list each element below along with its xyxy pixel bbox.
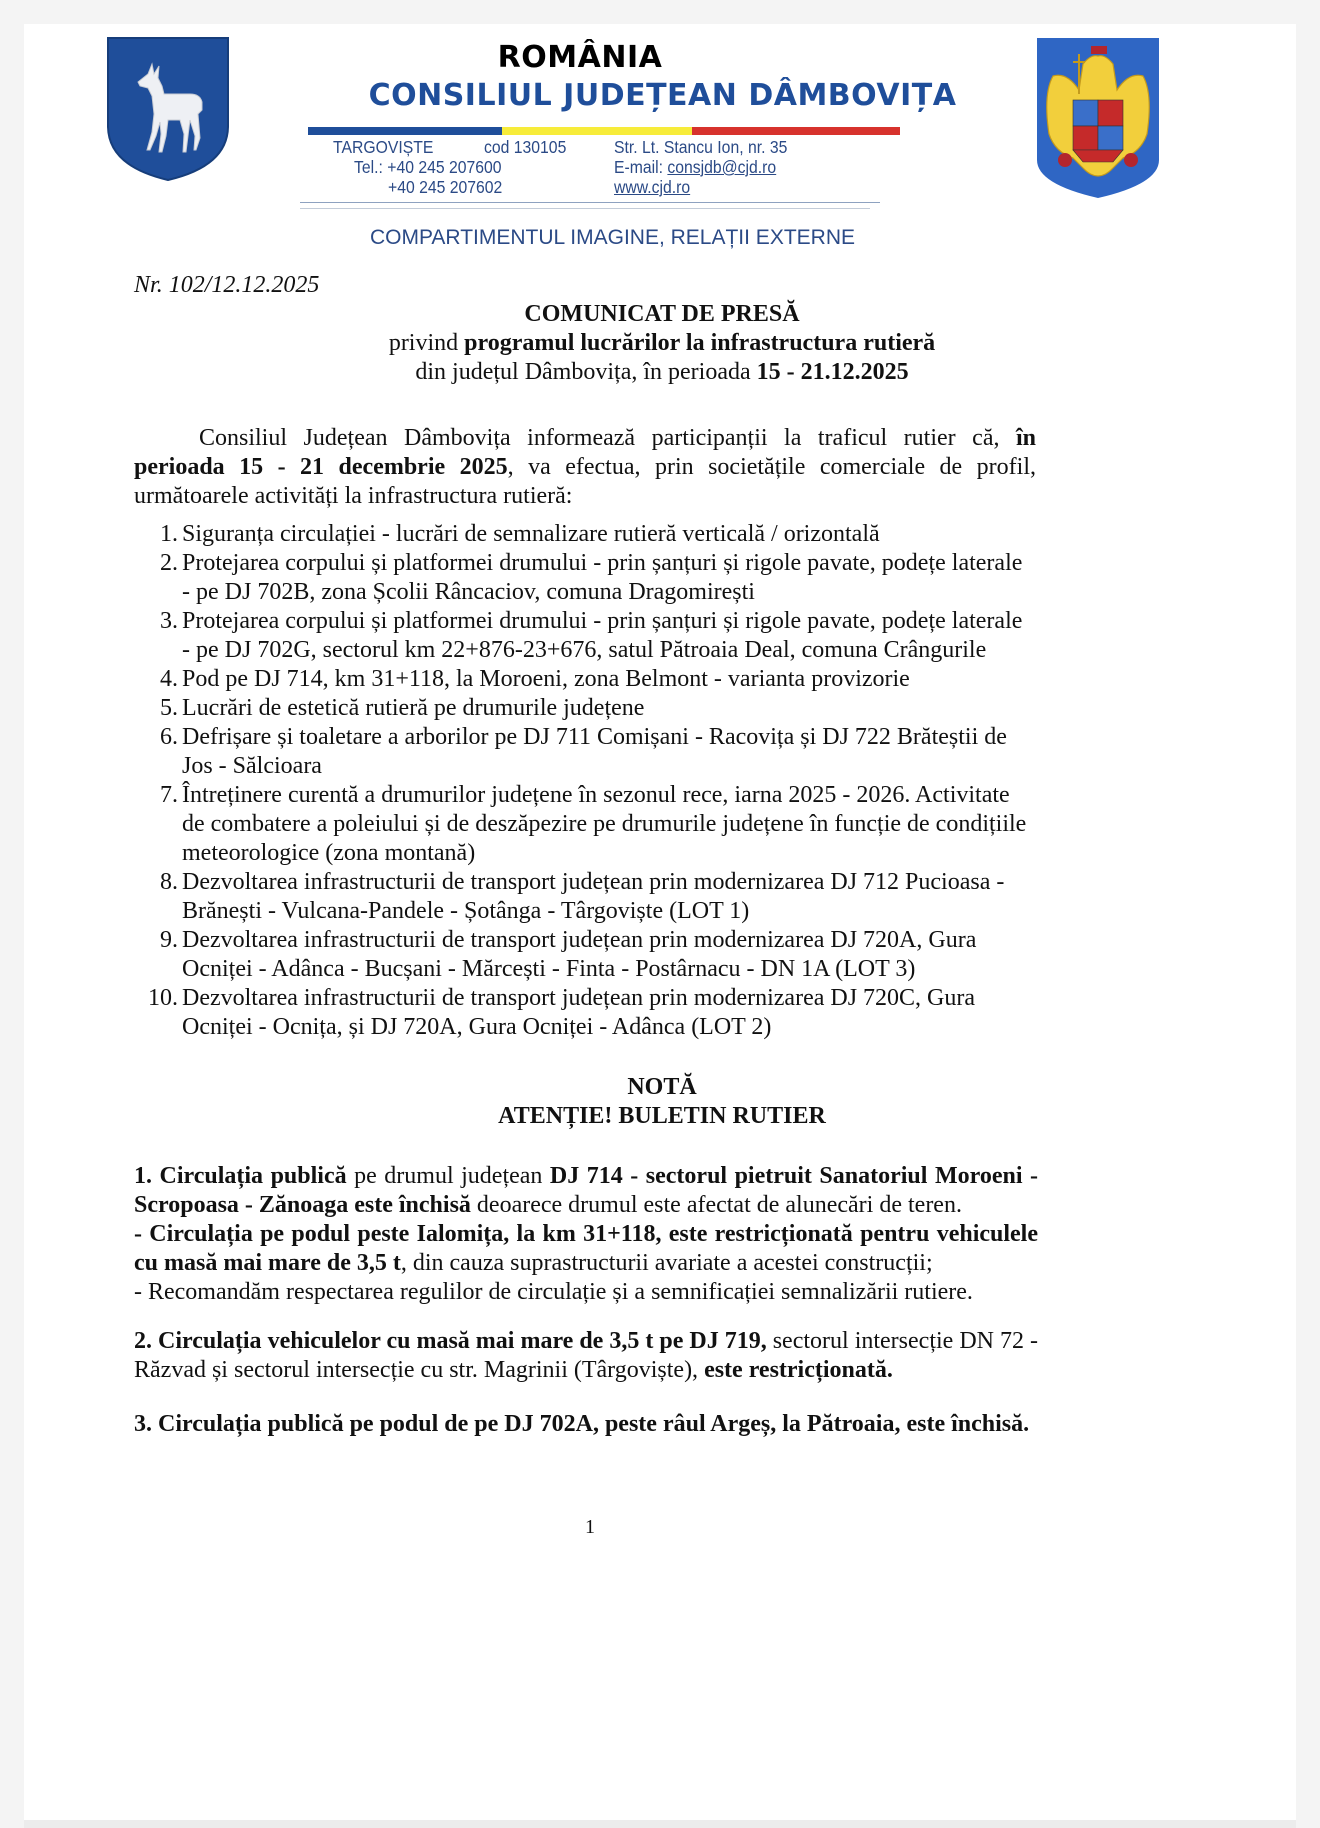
press-release-title-block bbox=[300, 300, 1024, 387]
bulletin-1-recommendation: - Recomandăm respectarea regulilor de circulație și a semnificației semnalizării rutiere. bbox=[134, 1279, 973, 1305]
work-text: Defrișare și toaletare a arborilor pe DJ 711 Comișani - Racovița și DJ 722 Brăteștii de Jos - Sălcioara bbox=[182, 724, 1007, 779]
phone-2: +40 245 207602 bbox=[388, 177, 503, 197]
city-label: TARGOVIȘTE bbox=[333, 137, 434, 157]
street-address: Str. Lt. Stancu Ion, nr. 35 bbox=[614, 137, 788, 157]
intro-paragraph bbox=[134, 424, 1036, 511]
work-number: 5. bbox=[160, 695, 178, 721]
bulletin-item-1 bbox=[134, 1162, 1038, 1307]
intro-period-bold: în perioada 15 - 21 decembrie 2025 bbox=[134, 425, 1036, 480]
tricolor-red bbox=[692, 127, 900, 135]
work-number: 9. bbox=[160, 927, 178, 953]
note-heading bbox=[300, 1073, 1024, 1131]
bulletin-1-bold-2: DJ 714 - sectorul pietruit Sanatoriul Moroeni - Scropoasa - Zănoaga este închisă bbox=[134, 1163, 1038, 1218]
work-number: 8. bbox=[160, 869, 178, 895]
work-number: 10. bbox=[148, 985, 178, 1011]
work-text: Dezvoltarea infrastructurii de transport județean prin modernizarea DJ 720A, Gura Ocniței - Adânca - Bucșani - Mărcești - Finta - Postârnacu - DN 1A (LOT 3) bbox=[182, 927, 977, 982]
bulletin-1-text-1: pe drumul județean bbox=[346, 1163, 550, 1189]
work-text: Dezvoltarea infrastructurii de transport județean prin modernizarea DJ 720C, Gura Ocniței - Ocnița, și DJ 720A, Gura Ocniței - Adânca (LOT 2) bbox=[182, 985, 976, 1040]
bulletin-1-text-3: , din cauza suprastructurii avariate a acestei construcții; bbox=[400, 1250, 933, 1276]
press-release-title: COMUNICAT DE PRESĂ bbox=[524, 301, 800, 327]
work-text: Protejarea corpului și platformei drumului - prin șanțuri și rigole pavate, podețe laterale - pe DJ 702G, sectorul km 22+876-23+676, satul Pătroaia Deal, comuna Crângurile bbox=[182, 608, 1023, 663]
tricolor-yellow bbox=[502, 127, 692, 135]
phone-1: Tel.: +40 245 207600 bbox=[354, 157, 502, 177]
bulletin-2-bold-1: 2. Circulația vehiculelor cu masă mai mare de 3,5 t pe DJ 719, bbox=[134, 1328, 767, 1354]
press-release-subtitle bbox=[300, 329, 1024, 358]
bulletin-1-bold-1: 1. Circulația publică bbox=[134, 1163, 347, 1189]
romania-coat-of-arms-icon bbox=[1033, 34, 1163, 200]
website-link-wrap bbox=[614, 176, 690, 199]
work-text: Întreținere curentă a drumurilor județene în sezonul rece, iarna 2025 - 2026. Activitate de combatere a poleiului și de deszăpezire pe drumurile județene în funcție de condițiile meteorologice (zona montană) bbox=[182, 782, 1027, 866]
bulletin-1-text-2: deoarece drumul este afectat de alunecări de teren. bbox=[470, 1192, 962, 1218]
work-text: Siguranța circulației - lucrări de semnalizare rutieră verticală / orizontală bbox=[182, 521, 880, 547]
work-text: Lucrări de estetică rutieră pe drumurile județene bbox=[182, 695, 645, 721]
work-number: 4. bbox=[160, 666, 178, 692]
work-item bbox=[134, 723, 1036, 781]
bulletin-2-bold-2: este restricționată. bbox=[704, 1357, 893, 1383]
bulletin-2-text-1: sectorul intersecție DN 72 - Răzvad și sectorul intersecție cu str. Magrinii (Târgoviște), bbox=[134, 1328, 1038, 1383]
work-item bbox=[134, 549, 1036, 607]
work-number: 7. bbox=[160, 782, 178, 808]
work-item bbox=[134, 665, 1036, 694]
page-gap bbox=[24, 1820, 1296, 1828]
press-release-period bbox=[300, 358, 1024, 387]
work-text: Protejarea corpului și platformei drumului - prin șanțuri și rigole pavate, podețe laterale - pe DJ 702B, zona Școlii Râncaciov, comuna Dragomirești bbox=[182, 550, 1023, 605]
header-divider-bottom bbox=[300, 208, 870, 209]
website-link[interactable]: www.cjd.ro bbox=[614, 177, 691, 197]
period-prefix: din județul Dâmbovița, în perioada bbox=[415, 359, 757, 385]
work-item bbox=[134, 926, 1036, 984]
department-name: COMPARTIMENTUL IMAGINE, RELAȚII EXTERNE bbox=[369, 226, 855, 249]
bulletin-item-3 bbox=[134, 1410, 1038, 1439]
bulletin-3-bold: 3. Circulația publică pe podul de pe DJ 702A, peste râul Argeș, la Pătroaia, este închisă. bbox=[134, 1411, 1030, 1437]
note-title: NOTĂ bbox=[627, 1074, 697, 1100]
work-item bbox=[134, 520, 1036, 549]
work-number: 1. bbox=[160, 521, 178, 547]
work-item bbox=[134, 781, 1036, 868]
email-link[interactable]: consjdb@cjd.ro bbox=[667, 157, 777, 177]
work-number: 6. bbox=[160, 724, 178, 750]
dambovita-deer-crest-icon bbox=[104, 34, 232, 182]
work-number: 3. bbox=[160, 608, 178, 634]
bulletin-1-bold-3: - Circulația pe podul peste Ialomița, la km 31+118, este restricționată pentru vehiculele cu masă mai mare de 3,5 t bbox=[134, 1221, 1038, 1276]
postal-code: cod 130105 bbox=[484, 137, 567, 157]
period-dates: 15 - 21.12.2025 bbox=[756, 359, 909, 385]
country-heading: ROMÂNIA bbox=[497, 40, 663, 75]
bulletin-item-2 bbox=[134, 1327, 1038, 1385]
intro-text-1: Consiliul Județean Dâmbovița informează participanții la traficul rutier că, bbox=[199, 425, 1016, 451]
subtitle-bold: programul lucrărilor la infrastructura rutieră bbox=[464, 330, 936, 356]
work-item bbox=[134, 694, 1036, 723]
council-heading: CONSILIUL JUDEȚEAN DÂMBOVIȚA bbox=[368, 78, 957, 113]
email-label: E-mail: bbox=[614, 157, 668, 177]
work-item bbox=[134, 607, 1036, 665]
page-number: 1 bbox=[585, 1516, 595, 1538]
header-divider-top bbox=[300, 202, 880, 203]
tricolor-blue bbox=[308, 127, 502, 135]
work-item bbox=[134, 868, 1036, 926]
work-number: 2. bbox=[160, 550, 178, 576]
work-text: Pod pe DJ 714, km 31+118, la Moroeni, zona Belmont - varianta provizorie bbox=[182, 666, 910, 692]
work-text: Dezvoltarea infrastructurii de transport județean prin modernizarea DJ 712 Pucioasa - Brănești - Vulcana-Pandele - Șotânga - Târgoviște (LOT 1) bbox=[182, 869, 1005, 924]
tricolor-bar bbox=[308, 127, 900, 135]
reference-number: Nr. 102/12.12.2025 bbox=[134, 272, 320, 298]
work-item bbox=[134, 984, 1036, 1042]
subtitle-prefix: privind bbox=[388, 330, 465, 356]
intro-text-2: , va efectua, prin societățile comerciale de profil, următoarele activități la infrastructura rutieră: bbox=[134, 454, 1036, 509]
works-list bbox=[134, 520, 1036, 1042]
bulletin-title: ATENȚIE! BULETIN RUTIER bbox=[498, 1103, 826, 1129]
